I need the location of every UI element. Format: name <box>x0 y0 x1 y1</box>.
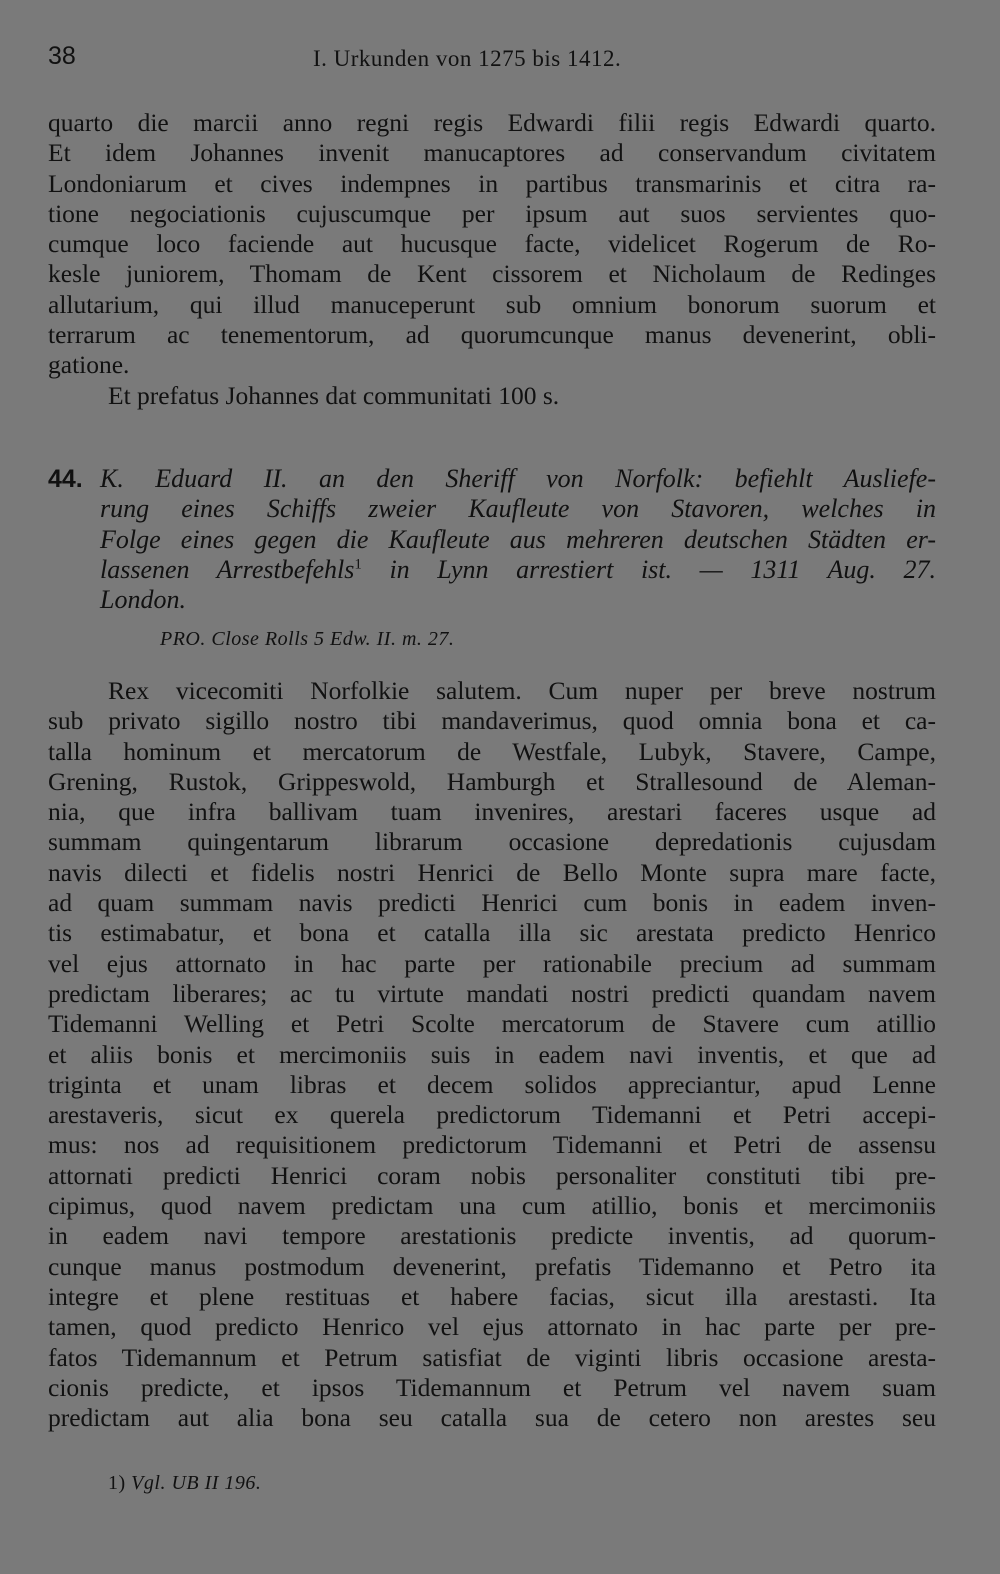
text-line: ad quam summam navis predicti Henrici cum bonis in eadem inven- <box>48 888 936 918</box>
document-number: 44. <box>48 465 83 493</box>
regest-line: London. <box>100 585 186 615</box>
text-line: Et idem Johannes invenit manucaptores ad conservandum civitatem <box>48 138 936 168</box>
regest-line <box>48 555 936 585</box>
text-line: attornati predicti Henrici coram nobis personaliter constituti tibi pre- <box>48 1160 936 1190</box>
text-line: kesle juniorem, Thomam de Kent cissorem et Nicholaum de Redinges <box>48 259 936 289</box>
text-line: Londoniarum et cives indempnes in partibus transmarinis et citra ra- <box>48 168 936 198</box>
running-title: I. Urkunden von 1275 bis 1412. <box>313 46 622 71</box>
page-header <box>48 42 936 82</box>
text-line: summam quingentarum librarum occasione depredationis cujusdam <box>48 827 936 857</box>
source-citation: PRO. Close Rolls 5 Edw. II. m. 27. <box>160 628 455 650</box>
text-line: vel ejus attornato in hac parte per rationabile precium ad summam <box>48 948 936 978</box>
text-line: sub privato sigillo nostro tibi mandaverimus, quod omnia bona et ca- <box>48 706 936 736</box>
text-line: gatione. <box>48 350 130 380</box>
text-line: predictam liberares; ac tu virtute mandati nostri predicti quandam navem <box>48 978 936 1008</box>
text-line: Grening, Rustok, Grippeswold, Hamburgh et Strallesound de Aleman- <box>48 766 936 796</box>
text-line: cionis predicte, et ipsos Tidemannum et Petrum vel navem suam <box>48 1372 936 1402</box>
regest-line: rung eines Schiffs zweier Kaufleute von Stavoren, welches in <box>100 494 936 524</box>
text-line: Et prefatus Johannes dat communitati 100 s. <box>108 381 560 410</box>
text-line: tamen, quod predicto Henrico vel ejus attornato in hac parte per pre- <box>48 1312 936 1342</box>
text-line: terrarum ac tenementorum, ad quorumcunque manus devenerint, obli- <box>48 320 936 350</box>
text-line: mus: nos ad requisitionem predictorum Tidemanni et Petri de assensu <box>48 1130 936 1160</box>
text-line: talla hominum et mercatorum de Westfale, Lubyk, Stavere, Campe, <box>48 736 936 766</box>
text-line: Rex vicecomiti Norfolkie salutem. Cum nuper per breve nostrum <box>108 676 936 705</box>
footnote-mark: 1) <box>108 1472 126 1494</box>
document-regest <box>48 464 936 615</box>
text-line: tis estimabatur, et bona et catalla illa sic arestata predicto Henrico <box>48 918 936 948</box>
text-line: arestaveris, sicut ex querela predictorum Tidemanni et Petri accepi- <box>48 1100 936 1130</box>
text-line: in eadem navi tempore arestationis predicte inventis, ad quorum- <box>48 1221 936 1251</box>
footnote-text: Vgl. UB II 196. <box>131 1472 262 1494</box>
text-line: triginta et unam libras et decem solidos appreciantur, apud Lenne <box>48 1069 936 1099</box>
regest-line-end: in Lynn arrestiert ist. — 1311 Aug. 27. <box>361 554 936 584</box>
text-line: tione negociationis cujuscumque per ipsum aut suos servientes quo- <box>48 198 936 228</box>
text-line: allutarium, qui illud manuceperunt sub omnium bonorum suorum et <box>48 289 936 319</box>
text-line: Tidemanni Welling et Petri Scolte mercatorum de Stavere cum atillio <box>48 1009 936 1039</box>
text-line: integre et plene restituas et habere facias, sicut illa arestasti. Ita <box>48 1281 936 1311</box>
regest-line: K. Eduard II. an den Sheriff von Norfolk: befiehlt Ausliefe- <box>100 464 936 493</box>
page-number: 38 <box>48 42 76 70</box>
document-body <box>48 676 936 1433</box>
text-line: nia, que infra ballivam tuam invenires, arestari faceres usque ad <box>48 797 936 827</box>
text-line: quarto die marcii anno regni regis Edwardi filii regis Edwardi quarto. <box>48 108 936 137</box>
text-line: navis dilecti et fidelis nostri Henrici de Bello Monte supra mare facte, <box>48 857 936 887</box>
text-line: et aliis bonis et mercimoniis suis in eadem navi inventis, et que ad <box>48 1039 936 1069</box>
closing-paragraph <box>48 381 936 411</box>
text-line: cunque manus postmodum devenerint, prefatis Tidemanno et Petro ita <box>48 1251 936 1281</box>
footnote-reference: 1 <box>354 556 362 573</box>
text-line: predictam aut alia bona seu catalla sua de cetero non arestes seu <box>48 1403 936 1433</box>
continuation-paragraph <box>48 108 936 381</box>
regest-line-start: lassenen Arrestbefehls <box>100 554 355 584</box>
text-line: fatos Tidemannum et Petrum satisfiat de viginti libris occasione aresta- <box>48 1342 936 1372</box>
footnote <box>108 1472 261 1495</box>
regest-line: Folge eines gegen die Kaufleute aus mehreren deutschen Städten er- <box>100 524 936 554</box>
text-line: cipimus, quod navem predictam una cum atillio, bonis et mercimoniis <box>48 1191 936 1221</box>
text-line: cumque loco faciende aut hucusque facte, videlicet Rogerum de Ro- <box>48 229 936 259</box>
